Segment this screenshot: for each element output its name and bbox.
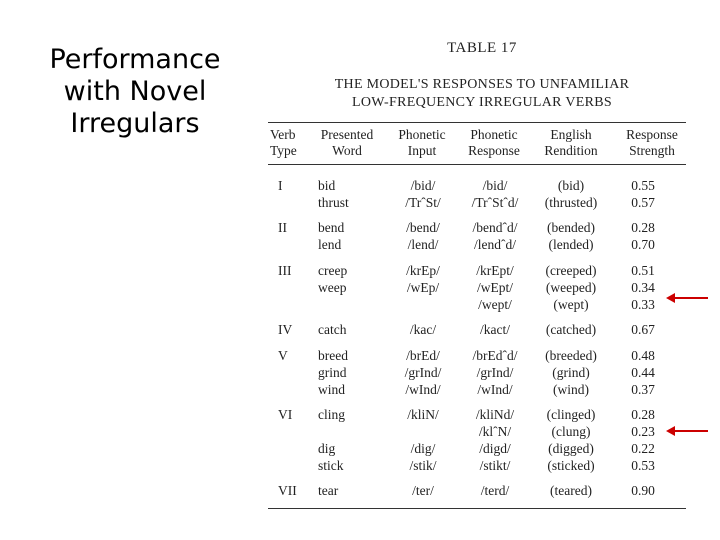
header-presented-word: Presented Word	[320, 127, 374, 158]
cell-phonetic-response: /kliNd/	[475, 407, 515, 422]
arrow-wept-icon	[664, 291, 710, 305]
cell-phonetic-input: /grInd/	[404, 365, 442, 380]
cell-presented-word: lend	[318, 237, 342, 252]
cell-phonetic-response: /wEpt/	[477, 280, 513, 295]
header-phonetic-response: Phonetic Response	[468, 127, 520, 158]
cell-english-rendition: (bended)	[547, 220, 595, 235]
header-verb-type: Verb Type	[270, 127, 297, 158]
cell-response-strength: 0.55	[631, 178, 655, 193]
caption-line-1: THE MODEL'S RESPONSES TO UNFAMILIAR	[334, 77, 630, 92]
cell-phonetic-input: /dig/	[410, 441, 436, 456]
cell-presented-word: dig	[318, 441, 336, 456]
cell-english-rendition: (grind)	[552, 365, 590, 380]
cell-presented-word: thrust	[318, 195, 349, 210]
cell-response-strength: 0.23	[631, 424, 655, 439]
table-row	[262, 347, 702, 364]
cell-verb-type: V	[278, 348, 288, 363]
header-response-strength: Response Strength	[626, 127, 678, 158]
table-row	[262, 219, 702, 236]
cell-verb-type: I	[278, 178, 283, 193]
cell-response-strength: 0.28	[631, 407, 655, 422]
cell-presented-word: tear	[318, 483, 339, 498]
cell-response-strength: 0.57	[631, 195, 655, 210]
cell-phonetic-input: /krEp/	[406, 263, 440, 278]
cell-response-strength: 0.44	[631, 365, 655, 380]
table-caption	[262, 76, 702, 112]
cell-english-rendition: (lended)	[548, 237, 594, 252]
cell-response-strength: 0.28	[631, 220, 655, 235]
cell-presented-word: breed	[318, 348, 348, 363]
table-scan	[262, 36, 702, 510]
cell-english-rendition: (weeped)	[545, 280, 597, 295]
cell-phonetic-response: /terd/	[480, 483, 510, 498]
cell-english-rendition: (teared)	[550, 483, 592, 498]
table-row	[262, 381, 702, 398]
cell-response-strength: 0.48	[631, 348, 655, 363]
cell-phonetic-response: /bid/	[482, 178, 508, 193]
cell-response-strength: 0.90	[631, 483, 655, 498]
cell-presented-word: bend	[318, 220, 345, 235]
cell-response-strength: 0.37	[631, 382, 655, 397]
table-row	[262, 423, 702, 440]
cell-phonetic-response: /klˆN/	[478, 424, 512, 439]
table-row	[262, 364, 702, 381]
cell-english-rendition: (bid)	[557, 178, 585, 193]
cell-phonetic-input: /brEd/	[406, 348, 440, 363]
cell-verb-type: VI	[278, 407, 293, 422]
header-english-rendition: English Rendition	[544, 127, 598, 158]
table-header	[262, 127, 702, 161]
table-row	[262, 482, 702, 499]
cell-verb-type: VII	[278, 483, 297, 498]
cell-phonetic-response: /wept/	[478, 297, 512, 312]
cell-phonetic-input: /kliN/	[407, 407, 439, 422]
cell-presented-word: grind	[318, 365, 347, 380]
cell-phonetic-response: /bendˆd/	[472, 220, 518, 235]
cell-response-strength: 0.70	[631, 237, 655, 252]
cell-english-rendition: (digged)	[548, 441, 594, 456]
cell-verb-type: II	[278, 220, 287, 235]
caption-line-2: LOW-FREQUENCY IRREGULAR VERBS	[352, 95, 612, 110]
cell-phonetic-response: /krEpt/	[476, 263, 514, 278]
bottom-rule	[268, 508, 686, 509]
header-phonetic-input: Phonetic Input	[398, 127, 446, 158]
table-row	[262, 262, 702, 279]
cell-presented-word: creep	[318, 263, 348, 278]
cell-english-rendition: (wind)	[553, 382, 589, 397]
cell-presented-word: catch	[318, 322, 347, 337]
cell-phonetic-response: /kact/	[480, 322, 510, 337]
cell-phonetic-input: /TrˆSt/	[405, 195, 441, 210]
cell-phonetic-input: /kac/	[409, 322, 437, 337]
cell-phonetic-input: /bend/	[406, 220, 440, 235]
cell-response-strength: 0.51	[631, 263, 655, 278]
cell-presented-word: stick	[318, 458, 344, 473]
cell-response-strength: 0.34	[631, 280, 655, 295]
table-row	[262, 457, 702, 474]
cell-english-rendition: (breeded)	[545, 348, 597, 363]
cell-presented-word: cling	[318, 407, 345, 422]
cell-presented-word: bid	[318, 178, 336, 193]
cell-english-rendition: (creeped)	[545, 263, 597, 278]
cell-phonetic-input: /wInd/	[405, 382, 441, 397]
cell-phonetic-input: /bid/	[410, 178, 436, 193]
cell-english-rendition: (catched)	[545, 322, 597, 337]
table-row	[262, 321, 702, 338]
cell-verb-type: III	[278, 263, 292, 278]
table-row	[262, 194, 702, 211]
cell-english-rendition: (wept)	[553, 297, 589, 312]
cell-phonetic-response: /grInd/	[476, 365, 514, 380]
cell-response-strength: 0.33	[631, 297, 655, 312]
table-row	[262, 236, 702, 253]
cell-phonetic-response: /wInd/	[477, 382, 513, 397]
slide-title: Performance with Novel Irregulars	[49, 44, 221, 139]
cell-phonetic-response: /brEdˆd/	[472, 348, 518, 363]
table-row	[262, 440, 702, 457]
header-rule	[268, 164, 686, 165]
table-row	[262, 177, 702, 194]
cell-phonetic-response: /TrˆStˆd/	[471, 195, 519, 210]
cell-phonetic-input: /ter/	[412, 483, 434, 498]
table-row	[262, 296, 702, 313]
cell-phonetic-response: /lendˆd/	[474, 237, 516, 252]
table-row	[262, 406, 702, 423]
cell-english-rendition: (clinged)	[546, 407, 596, 422]
cell-presented-word: weep	[318, 280, 347, 295]
table-number: TABLE 17	[447, 40, 517, 56]
cell-phonetic-response: /digd/	[479, 441, 511, 456]
cell-english-rendition: (thrusted)	[544, 195, 598, 210]
cell-verb-type: IV	[278, 322, 293, 337]
arrow-clung-icon	[664, 424, 710, 438]
table-row	[262, 279, 702, 296]
cell-phonetic-input: /wEp/	[406, 280, 440, 295]
cell-presented-word: wind	[318, 382, 345, 397]
cell-phonetic-response: /stikt/	[479, 458, 511, 473]
cell-english-rendition: (sticked)	[547, 458, 595, 473]
cell-phonetic-input: /stik/	[409, 458, 437, 473]
cell-response-strength: 0.67	[631, 322, 655, 337]
cell-response-strength: 0.22	[631, 441, 655, 456]
cell-response-strength: 0.53	[631, 458, 655, 473]
cell-phonetic-input: /lend/	[407, 237, 439, 252]
cell-english-rendition: (clung)	[551, 424, 591, 439]
top-rule	[268, 122, 686, 123]
